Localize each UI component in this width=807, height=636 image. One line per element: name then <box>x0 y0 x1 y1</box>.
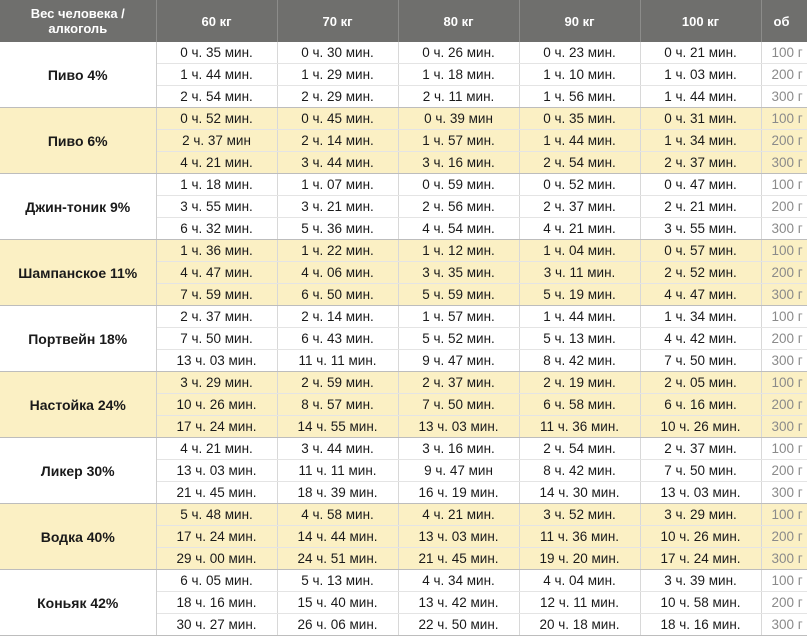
weight-header: 60 кг <box>156 0 277 42</box>
time-cell: 1 ч. 07 мин. <box>277 174 398 196</box>
time-cell: 2 ч. 37 мин. <box>519 196 640 218</box>
time-cell: 4 ч. 54 мин. <box>398 218 519 240</box>
volume-cell: 300 г <box>761 152 807 174</box>
drink-name: Джин-тоник 9% <box>0 174 156 240</box>
time-cell: 0 ч. 31 мин. <box>640 108 761 130</box>
time-cell: 1 ч. 44 мин. <box>156 64 277 86</box>
time-cell: 7 ч. 50 мин. <box>156 328 277 350</box>
time-cell: 11 ч. 11 мин. <box>277 460 398 482</box>
time-cell: 1 ч. 57 мин. <box>398 306 519 328</box>
volume-cell: 100 г <box>761 570 807 592</box>
time-cell: 2 ч. 54 мин. <box>519 152 640 174</box>
time-cell: 29 ч. 00 мин. <box>156 548 277 570</box>
time-cell: 2 ч. 52 мин. <box>640 262 761 284</box>
volume-header: об <box>761 0 807 42</box>
time-cell: 2 ч. 11 мин. <box>398 86 519 108</box>
time-cell: 0 ч. 59 мин. <box>398 174 519 196</box>
time-cell: 14 ч. 55 мин. <box>277 416 398 438</box>
volume-cell: 300 г <box>761 416 807 438</box>
volume-cell: 200 г <box>761 394 807 416</box>
volume-cell: 100 г <box>761 306 807 328</box>
time-cell: 1 ч. 18 мин. <box>398 64 519 86</box>
time-cell: 6 ч. 05 мин. <box>156 570 277 592</box>
time-cell: 1 ч. 44 мин. <box>519 306 640 328</box>
time-cell: 4 ч. 42 мин. <box>640 328 761 350</box>
drink-name: Водка 40% <box>0 504 156 570</box>
time-cell: 6 ч. 58 мин. <box>519 394 640 416</box>
drink-group <box>0 438 807 504</box>
drink-group <box>0 570 807 636</box>
time-cell: 3 ч. 44 мин. <box>277 152 398 174</box>
time-cell: 3 ч. 44 мин. <box>277 438 398 460</box>
time-cell: 5 ч. 52 мин. <box>398 328 519 350</box>
time-cell: 2 ч. 54 мин. <box>519 438 640 460</box>
drink-name: Настойка 24% <box>0 372 156 438</box>
header-row <box>0 0 807 42</box>
table-row <box>0 42 807 64</box>
time-cell: 16 ч. 19 мин. <box>398 482 519 504</box>
volume-cell: 100 г <box>761 372 807 394</box>
volume-cell: 200 г <box>761 130 807 152</box>
table-row <box>0 174 807 196</box>
time-cell: 14 ч. 30 мин. <box>519 482 640 504</box>
time-cell: 1 ч. 34 мин. <box>640 130 761 152</box>
time-cell: 5 ч. 13 мин. <box>519 328 640 350</box>
time-cell: 5 ч. 36 мин. <box>277 218 398 240</box>
table-row <box>0 240 807 262</box>
time-cell: 22 ч. 50 мин. <box>398 614 519 636</box>
time-cell: 1 ч. 57 мин. <box>398 130 519 152</box>
time-cell: 4 ч. 06 мин. <box>277 262 398 284</box>
drink-name: Пиво 4% <box>0 42 156 108</box>
alcohol-label: алкоголь <box>48 21 108 36</box>
time-cell: 3 ч. 21 мин. <box>277 196 398 218</box>
time-cell: 2 ч. 29 мин. <box>277 86 398 108</box>
time-cell: 1 ч. 34 мин. <box>640 306 761 328</box>
time-cell: 0 ч. 52 мин. <box>519 174 640 196</box>
time-cell: 24 ч. 51 мин. <box>277 548 398 570</box>
volume-cell: 100 г <box>761 108 807 130</box>
time-cell: 5 ч. 19 мин. <box>519 284 640 306</box>
drink-name: Ликер 30% <box>0 438 156 504</box>
time-cell: 10 ч. 26 мин. <box>156 394 277 416</box>
time-cell: 0 ч. 45 мин. <box>277 108 398 130</box>
volume-cell: 300 г <box>761 350 807 372</box>
table-row <box>0 372 807 394</box>
volume-cell: 200 г <box>761 526 807 548</box>
time-cell: 17 ч. 24 мин. <box>640 548 761 570</box>
volume-cell: 200 г <box>761 592 807 614</box>
time-cell: 8 ч. 42 мин. <box>519 460 640 482</box>
time-cell: 4 ч. 21 мин. <box>519 218 640 240</box>
drink-group <box>0 174 807 240</box>
time-cell: 17 ч. 24 мин. <box>156 416 277 438</box>
time-cell: 8 ч. 57 мин. <box>277 394 398 416</box>
time-cell: 7 ч. 50 мин. <box>640 460 761 482</box>
time-cell: 4 ч. 47 мин. <box>640 284 761 306</box>
time-cell: 13 ч. 03 мин. <box>398 526 519 548</box>
time-cell: 2 ч. 56 мин. <box>398 196 519 218</box>
time-cell: 1 ч. 44 мин. <box>640 86 761 108</box>
volume-cell: 300 г <box>761 482 807 504</box>
time-cell: 14 ч. 44 мин. <box>277 526 398 548</box>
time-cell: 15 ч. 40 мин. <box>277 592 398 614</box>
time-cell: 0 ч. 30 мин. <box>277 42 398 64</box>
volume-cell: 100 г <box>761 504 807 526</box>
volume-cell: 100 г <box>761 438 807 460</box>
drink-name: Коньяк 42% <box>0 570 156 636</box>
time-cell: 3 ч. 29 мин. <box>156 372 277 394</box>
time-cell: 4 ч. 58 мин. <box>277 504 398 526</box>
time-cell: 0 ч. 39 мин <box>398 108 519 130</box>
drink-name: Портвейн 18% <box>0 306 156 372</box>
time-cell: 4 ч. 47 мин. <box>156 262 277 284</box>
time-cell: 3 ч. 29 мин. <box>640 504 761 526</box>
time-cell: 2 ч. 54 мин. <box>156 86 277 108</box>
time-cell: 5 ч. 13 мин. <box>277 570 398 592</box>
time-cell: 1 ч. 18 мин. <box>156 174 277 196</box>
time-cell: 21 ч. 45 мин. <box>398 548 519 570</box>
time-cell: 3 ч. 55 мин. <box>156 196 277 218</box>
volume-cell: 300 г <box>761 86 807 108</box>
time-cell: 18 ч. 16 мин. <box>640 614 761 636</box>
volume-cell: 100 г <box>761 42 807 64</box>
table-row <box>0 504 807 526</box>
time-cell: 18 ч. 16 мин. <box>156 592 277 614</box>
time-cell: 7 ч. 50 мин. <box>398 394 519 416</box>
drink-group <box>0 108 807 174</box>
time-cell: 3 ч. 52 мин. <box>519 504 640 526</box>
time-cell: 13 ч. 03 мин. <box>156 350 277 372</box>
weight-header: 70 кг <box>277 0 398 42</box>
volume-cell: 300 г <box>761 548 807 570</box>
time-cell: 0 ч. 52 мин. <box>156 108 277 130</box>
time-cell: 0 ч. 21 мин. <box>640 42 761 64</box>
time-cell: 0 ч. 26 мин. <box>398 42 519 64</box>
time-cell: 3 ч. 35 мин. <box>398 262 519 284</box>
time-cell: 19 ч. 20 мин. <box>519 548 640 570</box>
time-cell: 6 ч. 32 мин. <box>156 218 277 240</box>
time-cell: 1 ч. 29 мин. <box>277 64 398 86</box>
time-cell: 4 ч. 04 мин. <box>519 570 640 592</box>
time-cell: 10 ч. 26 мин. <box>640 416 761 438</box>
table-row <box>0 108 807 130</box>
time-cell: 4 ч. 21 мин. <box>398 504 519 526</box>
time-cell: 4 ч. 21 мин. <box>156 152 277 174</box>
time-cell: 20 ч. 18 мин. <box>519 614 640 636</box>
time-cell: 30 ч. 27 мин. <box>156 614 277 636</box>
volume-cell: 200 г <box>761 262 807 284</box>
time-cell: 11 ч. 36 мин. <box>519 416 640 438</box>
time-cell: 7 ч. 59 мин. <box>156 284 277 306</box>
time-cell: 13 ч. 42 мин. <box>398 592 519 614</box>
volume-cell: 200 г <box>761 64 807 86</box>
time-cell: 21 ч. 45 мин. <box>156 482 277 504</box>
time-cell: 1 ч. 36 мин. <box>156 240 277 262</box>
time-cell: 13 ч. 03 мин. <box>398 416 519 438</box>
time-cell: 18 ч. 39 мин. <box>277 482 398 504</box>
time-cell: 10 ч. 26 мин. <box>640 526 761 548</box>
time-cell: 2 ч. 14 мин. <box>277 306 398 328</box>
time-cell: 0 ч. 35 мин. <box>156 42 277 64</box>
time-cell: 26 ч. 06 мин. <box>277 614 398 636</box>
time-cell: 2 ч. 19 мин. <box>519 372 640 394</box>
table-row <box>0 570 807 592</box>
time-cell: 5 ч. 59 мин. <box>398 284 519 306</box>
table-row <box>0 438 807 460</box>
time-cell: 0 ч. 47 мин. <box>640 174 761 196</box>
time-cell: 4 ч. 21 мин. <box>156 438 277 460</box>
time-cell: 11 ч. 36 мин. <box>519 526 640 548</box>
volume-cell: 300 г <box>761 614 807 636</box>
weight-header: 80 кг <box>398 0 519 42</box>
volume-cell: 100 г <box>761 240 807 262</box>
time-cell: 1 ч. 03 мин. <box>640 64 761 86</box>
time-cell: 17 ч. 24 мин. <box>156 526 277 548</box>
time-cell: 1 ч. 04 мин. <box>519 240 640 262</box>
drink-group <box>0 372 807 438</box>
weight-header: 90 кг <box>519 0 640 42</box>
time-cell: 8 ч. 42 мин. <box>519 350 640 372</box>
time-cell: 3 ч. 11 мин. <box>519 262 640 284</box>
time-cell: 9 ч. 47 мин <box>398 460 519 482</box>
time-cell: 2 ч. 05 мин. <box>640 372 761 394</box>
volume-cell: 200 г <box>761 196 807 218</box>
time-cell: 12 ч. 11 мин. <box>519 592 640 614</box>
volume-cell: 100 г <box>761 174 807 196</box>
time-cell: 1 ч. 44 мин. <box>519 130 640 152</box>
time-cell: 3 ч. 16 мин. <box>398 438 519 460</box>
time-cell: 3 ч. 55 мин. <box>640 218 761 240</box>
time-cell: 2 ч. 14 мин. <box>277 130 398 152</box>
time-cell: 13 ч. 03 мин. <box>156 460 277 482</box>
time-cell: 2 ч. 21 мин. <box>640 196 761 218</box>
time-cell: 4 ч. 34 мин. <box>398 570 519 592</box>
time-cell: 13 ч. 03 мин. <box>640 482 761 504</box>
time-cell: 1 ч. 12 мин. <box>398 240 519 262</box>
time-cell: 6 ч. 50 мин. <box>277 284 398 306</box>
table-row <box>0 306 807 328</box>
time-cell: 3 ч. 16 мин. <box>398 152 519 174</box>
time-cell: 2 ч. 37 мин <box>156 130 277 152</box>
time-cell: 2 ч. 37 мин. <box>156 306 277 328</box>
time-cell: 0 ч. 23 мин. <box>519 42 640 64</box>
drink-group <box>0 504 807 570</box>
time-cell: 2 ч. 37 мин. <box>398 372 519 394</box>
time-cell: 1 ч. 10 мин. <box>519 64 640 86</box>
time-cell: 9 ч. 47 мин. <box>398 350 519 372</box>
weight-label: Вес человека / <box>30 6 125 21</box>
time-cell: 7 ч. 50 мин. <box>640 350 761 372</box>
time-cell: 6 ч. 16 мин. <box>640 394 761 416</box>
time-cell: 0 ч. 57 мин. <box>640 240 761 262</box>
volume-cell: 300 г <box>761 218 807 240</box>
time-cell: 1 ч. 22 мин. <box>277 240 398 262</box>
weight-alcohol-header <box>0 0 156 42</box>
time-cell: 0 ч. 35 мин. <box>519 108 640 130</box>
drink-name: Шампанское 11% <box>0 240 156 306</box>
time-cell: 1 ч. 56 мин. <box>519 86 640 108</box>
volume-cell: 300 г <box>761 284 807 306</box>
time-cell: 5 ч. 48 мин. <box>156 504 277 526</box>
volume-cell: 200 г <box>761 460 807 482</box>
time-cell: 2 ч. 59 мин. <box>277 372 398 394</box>
drink-group <box>0 306 807 372</box>
weight-header: 100 кг <box>640 0 761 42</box>
time-cell: 10 ч. 58 мин. <box>640 592 761 614</box>
drink-group <box>0 240 807 306</box>
time-cell: 2 ч. 37 мин. <box>640 438 761 460</box>
drink-group <box>0 42 807 108</box>
volume-cell: 200 г <box>761 328 807 350</box>
time-cell: 2 ч. 37 мин. <box>640 152 761 174</box>
time-cell: 6 ч. 43 мин. <box>277 328 398 350</box>
time-cell: 11 ч. 11 мин. <box>277 350 398 372</box>
time-cell: 3 ч. 39 мин. <box>640 570 761 592</box>
drink-name: Пиво 6% <box>0 108 156 174</box>
